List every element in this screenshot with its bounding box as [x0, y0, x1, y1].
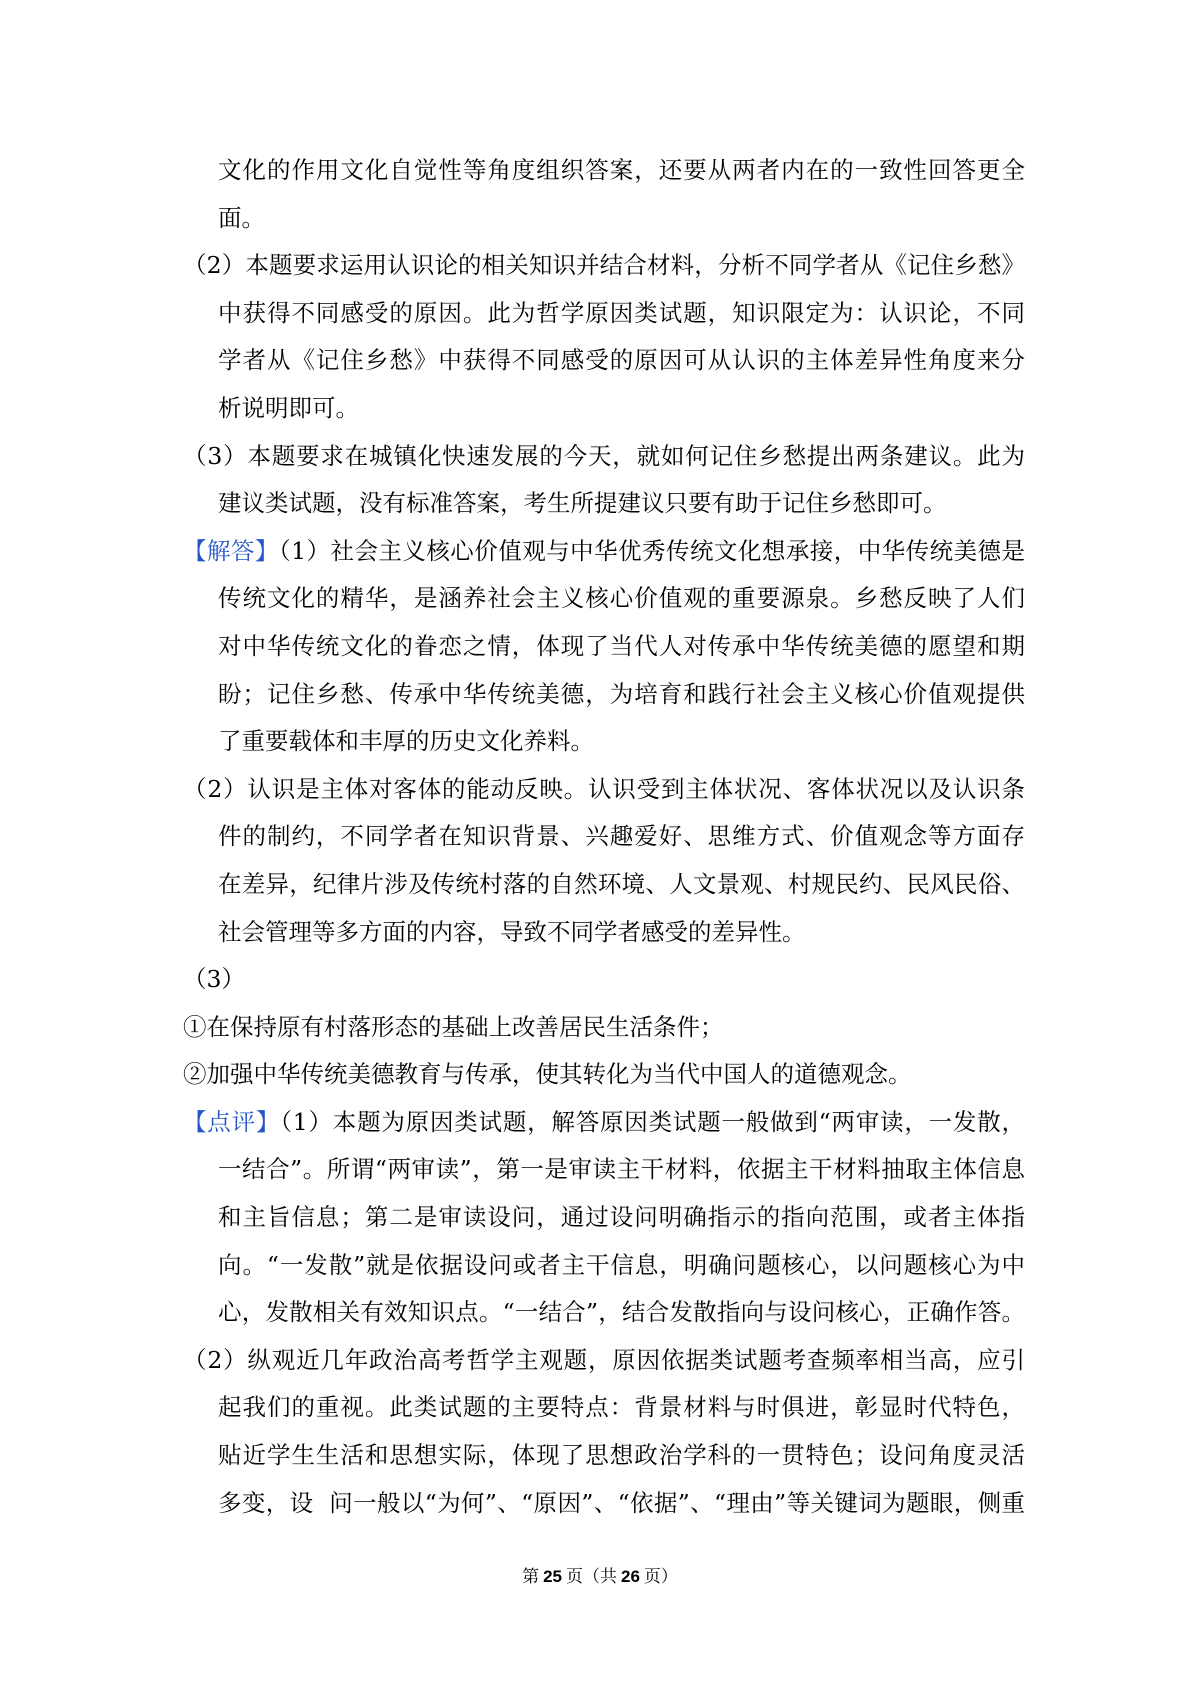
answer-list-item: ①在保持原有村落形态的基础上改善居民生活条件； — [183, 1012, 724, 1041]
review-label: 【点评】 — [183, 1107, 281, 1136]
answer-line: 件的制约，不同学者在知识背景、兴趣爱好、思维方式、价值观念等方面存 — [218, 822, 1025, 851]
answer-label: 【解答】 — [183, 536, 279, 565]
analysis-line: 析说明即可。 — [218, 393, 359, 422]
analysis-line: （3）本题要求在城镇化快速发展的今天，就如何记住乡愁提出两条建议。此为 — [183, 441, 1025, 470]
analysis-line: 中获得不同感受的原因。此为哲学原因类试题，知识限定为：认识论，不同 — [218, 298, 1025, 327]
review-text: （1）本题为原因类试题，解答原因类试题一般做到“两审读，一发散， — [280, 1107, 1026, 1136]
review-line: （2）纵观近几年政治高考哲学主观题，原因依据类试题考查频率相当高，应引 — [183, 1345, 1025, 1374]
answer-text: （1）社会主义核心价值观与中华优秀传统文化想承接，中华传统美德是 — [278, 536, 1026, 565]
answer-line: 传统文化的精华，是涵养社会主义核心价值观的重要源泉。乡愁反映了人们 — [218, 584, 1025, 613]
review-line: 起我们的重视。此类试题的主要特点：背景材料与时俱进，彰显时代特色， — [218, 1393, 1025, 1422]
page-footer — [0, 1565, 1200, 1589]
review-line: 心，发散相关有效知识点。“一结合”，结合发散指向与设问核心，正确作答。 — [218, 1298, 1025, 1327]
review-line: 和主旨信息；第二是审读设问，通过设问明确指示的指向范围，或者主体指 — [218, 1203, 1025, 1232]
answer-line: 盼；记住乡愁、传承中华传统美德，为培育和践行社会主义核心价值观提供 — [218, 679, 1025, 708]
footer-prefix: 第 — [522, 1567, 540, 1587]
analysis-line: 文化的作用文化自觉性等角度组织答案，还要从两者内在的一致性回答更全 — [218, 156, 1025, 184]
total-pages: 26 — [621, 1567, 640, 1586]
answer-line: 了重要载体和丰厚的历史文化养料。 — [218, 727, 594, 756]
document-body — [183, 147, 1025, 1527]
answer-line: 对中华传统文化的眷恋之情，体现了当代人对传承中华传统美德的愿望和期 — [218, 631, 1025, 660]
review-line: 贴近学生生活和思想实际，体现了思想政治学科的一贯特色；设问角度灵活 — [218, 1441, 1025, 1470]
answer-line: 在差异，纪律片涉及传统村落的自然环境、人文景观、村规民约、民风民俗、 — [218, 869, 1025, 898]
review-line: 多变，设 问一般以“为何”、“原因”、“依据”、“理由”等关键词为题眼，侧重 — [218, 1488, 1025, 1517]
footer-middle: 页（共 — [566, 1567, 617, 1587]
analysis-line: 建议类试题，没有标准答案，考生所提建议只要有助于记住乡愁即可。 — [218, 489, 947, 518]
analysis-line: （2）本题要求运用认识论的相关知识并结合材料，分析不同学者从《记住乡愁》 — [183, 251, 1025, 280]
footer-suffix: 页） — [643, 1567, 678, 1587]
review-line: 一结合”。所谓“两审读”，第一是审读主干材料，依据主干材料抽取主体信息 — [218, 1155, 1025, 1184]
analysis-line: 面。 — [218, 203, 265, 232]
answer-line: （2）认识是主体对客体的能动反映。认识受到主体状况、客体状况以及认识条 — [183, 774, 1025, 803]
answer-list-item: ②加强中华传统美德教育与传承，使其转化为当代中国人的道德观念。 — [183, 1060, 912, 1089]
page-number: 25 — [543, 1567, 562, 1586]
analysis-line: 学者从《记住乡愁》中获得不同感受的原因可从认识的主体差异性角度来分 — [218, 346, 1025, 375]
answer-line: 社会管理等多方面的内容，导致不同学者感受的差异性。 — [218, 917, 806, 946]
review-line — [183, 1099, 1025, 1147]
answer-line — [183, 528, 1025, 576]
answer-heading: （3） — [183, 965, 245, 994]
review-line: 向。“一发散”就是依据设问或者主干信息，明确问题核心，以问题核心为中 — [218, 1250, 1025, 1279]
